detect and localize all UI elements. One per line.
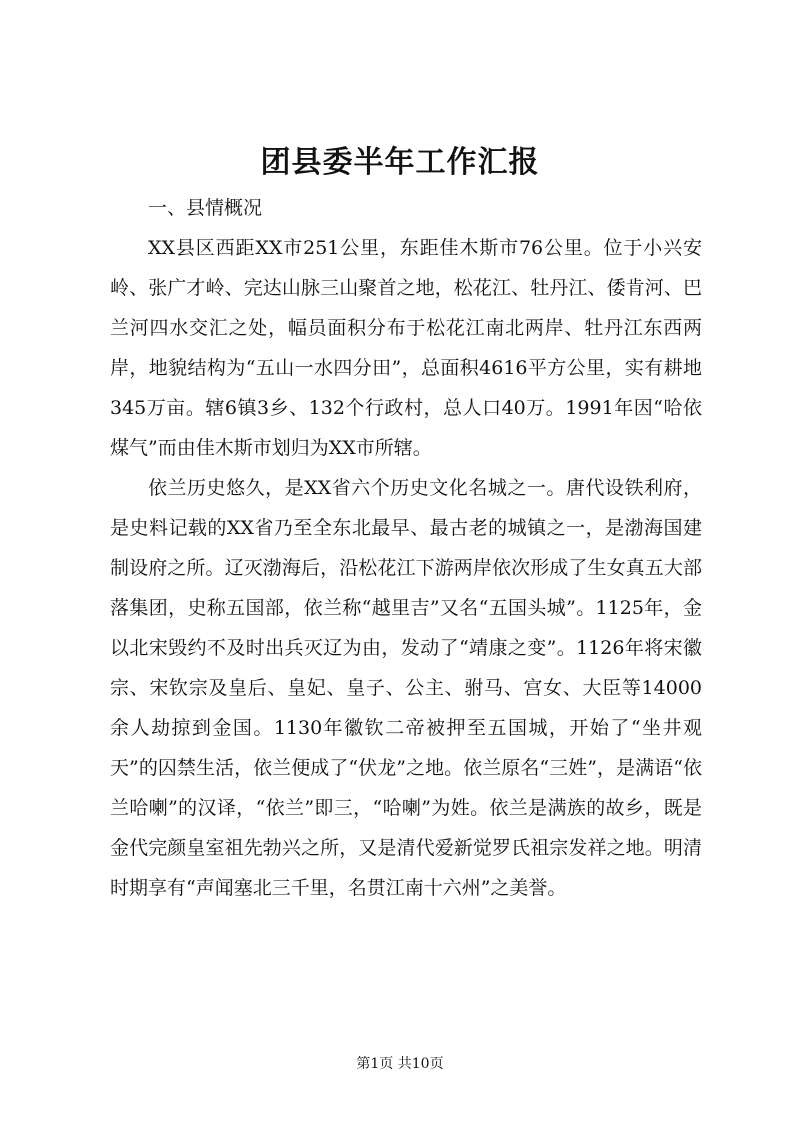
document-body	[110, 188, 702, 908]
section-heading: 一、县情概况	[148, 197, 263, 219]
page-footer	[0, 1054, 800, 1074]
paragraph-1: XX县区西距XX市251公里，东距佳木斯市76公里。位于小兴安岭、张广才岭、完达山脉三山聚首之地，松花江、牡丹江、倭肯河、巴兰河四水交汇之处，幅员面积分布于松花江南北两岸、牡丹江东西两岸，地貌结构为“五山一水四分田”，总面积4616平方公里，实有耕地345万亩。辖6镇3乡、132个行政村，总人口40万。1991年因“哈依煤气”而由佳木斯市划归为XX市所辖。	[110, 237, 702, 459]
document-title: 团县委半年工作汇报	[260, 145, 540, 180]
paragraph-2: 依兰历史悠久，是XX省六个历史文化名城之一。唐代设铁利府，是史料记载的XX省乃至全东北最早、最古老的城镇之一，是渤海国建制设府之所。辽灭渤海后，沿松花江下游两岸依次形成了生女真五大部落集团，史称五国部，依兰称“越里吉”又名“五国头城”。1125年，金以北宋毁约不及时出兵灭辽为由，发动了“靖康之变”。1126年将宋徽宗、宋钦宗及皇后、皇妃、皇子、公主、驸马、宫女、大臣等14000余人劫掠到金国。1130年徽钦二帝被押至五国城，开始了“坐井观天”的囚禁生活，依兰便成了“伏龙”之地。依兰原名“三姓”，是满语“依兰哈喇”的汉译，“依兰”即三，“哈喇”为姓。依兰是满族的故乡，既是金代完颜皇室祖先勃兴之所，又是清代爱新觉罗氏祖宗发祥之地。明清时期享有“声闻塞北三千里，名贯江南十六州”之美誉。	[110, 477, 702, 899]
page-number-label: 第1页 共10页	[356, 1056, 444, 1072]
